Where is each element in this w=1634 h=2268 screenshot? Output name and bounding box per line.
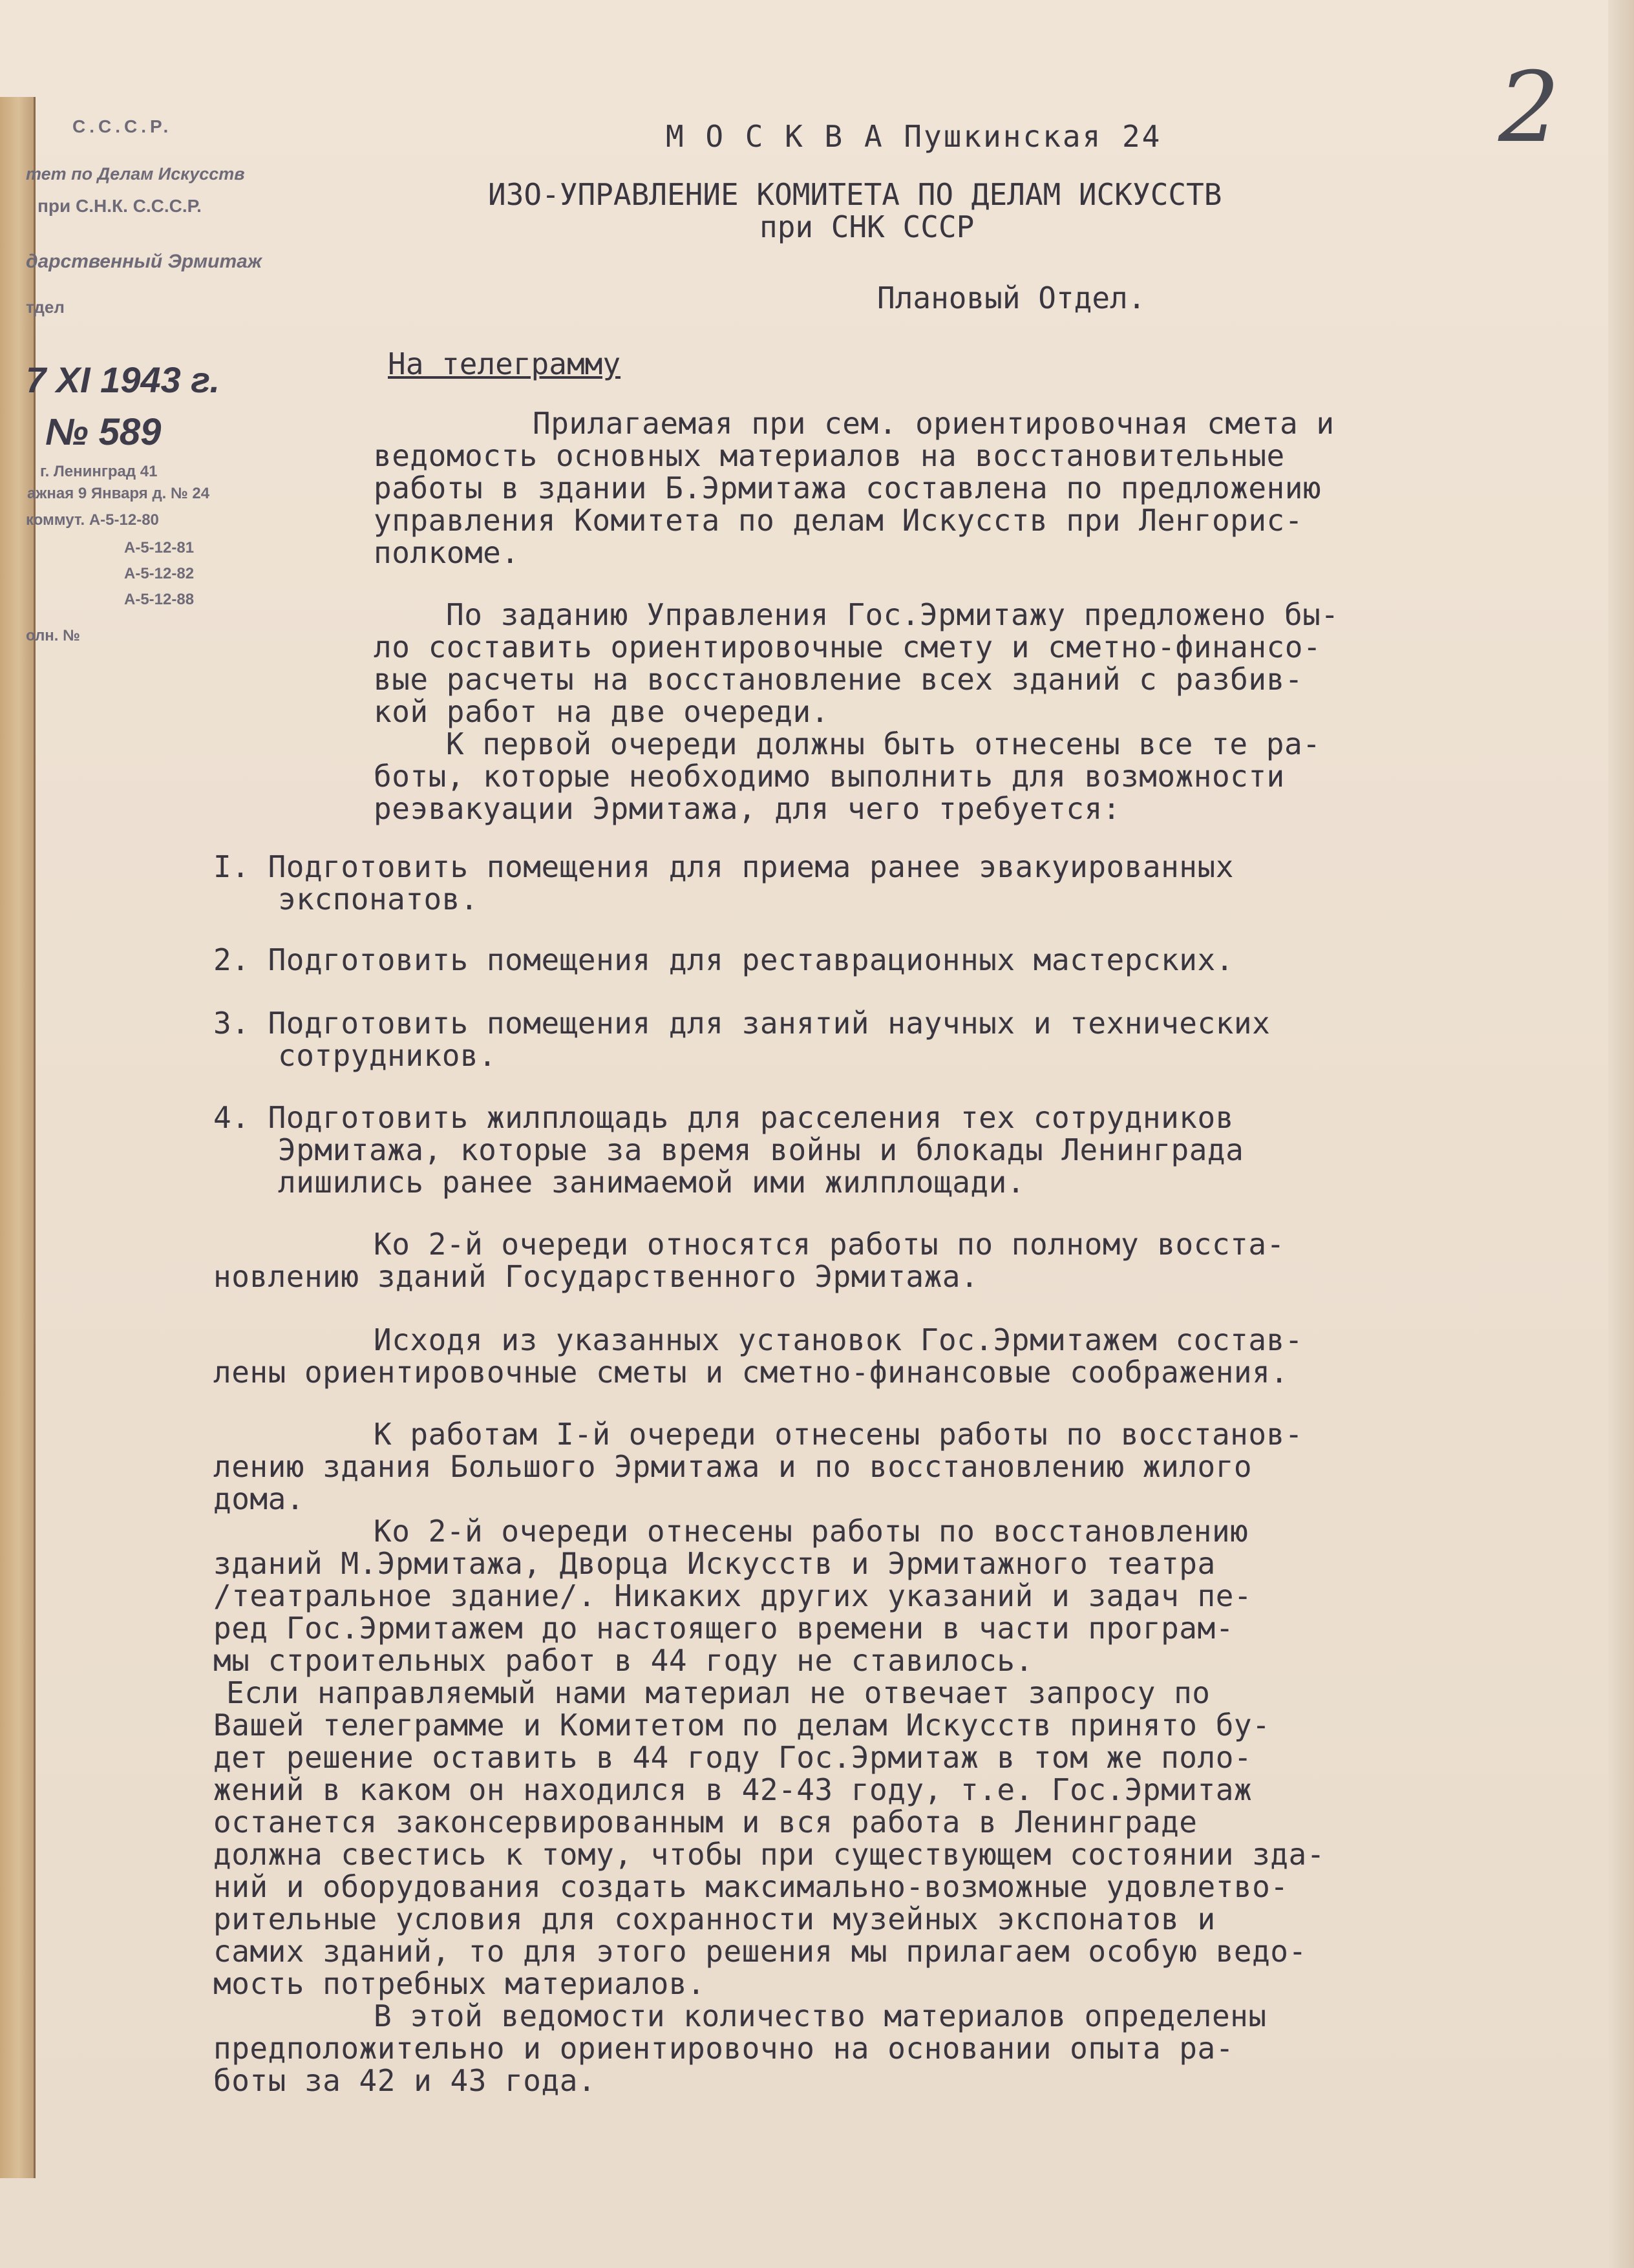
stamp-date: 7 XI 1943 г. bbox=[26, 359, 220, 400]
handwritten-page-number: 2 bbox=[1498, 52, 1560, 164]
body-line: лению здания Большого Эрмитажа и по восстановлению жилого bbox=[213, 1449, 1253, 1484]
body-line: дома. bbox=[213, 1481, 304, 1516]
list-item-4-cont: Эрмитажа, которые за время войны и блокады Ленинграда bbox=[278, 1132, 1244, 1167]
body-line: Вашей телеграмме и Комитетом по делам Искусств принято бу- bbox=[213, 1708, 1271, 1743]
list-item-4: 4. Подготовить жилплощадь для расселения тех сотрудников bbox=[213, 1100, 1234, 1135]
body-line: В этой ведомости количество материалов определены bbox=[374, 1998, 1267, 2033]
stamp-number: № 589 bbox=[45, 411, 162, 453]
list-item-1: I. Подготовить помещения для приема ранее эвакуированных bbox=[213, 849, 1234, 884]
body-line: Если направляемый нами материал не отвечает запросу по bbox=[226, 1675, 1211, 1710]
body-line: ведомость основных материалов на восстановительные bbox=[374, 438, 1285, 473]
body-line: Исходя из указанных установок Гос.Эрмитажем состав- bbox=[374, 1322, 1303, 1357]
list-item-3-cont: сотрудников. bbox=[278, 1038, 497, 1073]
header-organization-sub: при СНК СССР bbox=[759, 209, 975, 244]
body-line: лены ориентировочные сметы и сметно-финансовые соображения. bbox=[213, 1355, 1289, 1390]
body-line: самих зданий, то для этого решения мы прилагаем особую ведо- bbox=[213, 1934, 1307, 1969]
body-line: зданий М.Эрмитажа, Дворца Искусств и Эрмитажного театра bbox=[213, 1546, 1216, 1581]
body-line: дет решение оставить в 44 году Гос.Эрмитаж в том же поло- bbox=[213, 1740, 1253, 1775]
body-line: останется законсервированным и вся работа в Ленинграде bbox=[213, 1805, 1198, 1839]
body-line: боты за 42 и 43 года. bbox=[213, 2063, 597, 2098]
body-line: управления Комитета по делам Искусств при Ленгорис- bbox=[374, 503, 1303, 538]
list-item-2: 2. Подготовить помещения для реставрационных мастерских. bbox=[213, 942, 1234, 977]
list-item-3: 3. Подготовить помещения для занятий научных и технических bbox=[213, 1006, 1271, 1041]
document-subject: На телеграмму bbox=[388, 346, 621, 381]
stamp-city: г. Ленинград 41 bbox=[40, 463, 158, 480]
body-line: полкоме. bbox=[374, 535, 520, 570]
stamp-phone: А-5-12-82 bbox=[124, 565, 195, 582]
header-department: Плановый Отдел. bbox=[877, 281, 1146, 315]
stamp-committee: тет по Делам Искусств bbox=[26, 164, 245, 184]
body-line: новлению зданий Государственного Эрмитажа. bbox=[213, 1259, 979, 1294]
body-line: Ко 2-й очереди отнесены работы по восстановлению bbox=[374, 1514, 1249, 1549]
body-line: реэвакуации Эрмитажа, для чего требуется: bbox=[374, 791, 1121, 826]
page-edge bbox=[1608, 0, 1634, 2268]
stamp-snk: при С.Н.К. С.С.С.Р. bbox=[37, 196, 202, 216]
body-line: жений в каком он находился в 42-43 году, т.е. Гос.Эрмитаж bbox=[213, 1772, 1253, 1807]
body-line: ред Гос.Эрмитажем до настоящего времени в части програм- bbox=[213, 1611, 1234, 1646]
body-line: боты, которые необходимо выполнить для возможности bbox=[374, 759, 1285, 794]
body-line: ло составить ориентировочные смету и сметно-финансо- bbox=[374, 630, 1322, 664]
body-line: рительные условия для сохранности музейных экспонатов и bbox=[213, 1902, 1216, 1936]
body-line: предположительно и ориентировочно на основании опыта ра- bbox=[213, 2031, 1234, 2066]
body-line: К первой очереди должны быть отнесены все те ра- bbox=[446, 726, 1321, 761]
body-line: должна свестись к тому, чтобы при существующем состоянии зда- bbox=[213, 1837, 1325, 1872]
body-line: мость потребных материалов. bbox=[213, 1966, 706, 2001]
body-line: Прилагаемая при сем. ориентировочная смета и bbox=[533, 406, 1335, 441]
stamp-phone: коммут. А-5-12-80 bbox=[26, 511, 159, 529]
stamp-phone: А-5-12-88 bbox=[124, 591, 195, 608]
list-item-1-cont: экспонатов. bbox=[278, 882, 479, 917]
body-line: работы в здании Б.Эрмитажа составлена по предложению bbox=[374, 471, 1322, 505]
stamp-department: тдел bbox=[26, 297, 65, 317]
stamp-address: ажная 9 Января д. № 24 bbox=[27, 485, 210, 502]
stamp-ussr: С.С.С.Р. bbox=[72, 116, 173, 136]
body-line: кой работ на две очереди. bbox=[374, 694, 829, 729]
body-line: мы строительных работ в 44 году не ставилось. bbox=[213, 1643, 1034, 1678]
list-item-4-cont: лишились ранее занимаемой ими жилплощади. bbox=[278, 1165, 1025, 1200]
body-line: Ко 2-й очереди относятся работы по полному восста- bbox=[374, 1227, 1285, 1262]
body-line: вые расчеты на восстановление всех зданий с разбив- bbox=[374, 662, 1303, 697]
header-organization: ИЗО-УПРАВЛЕНИЕ КОМИТЕТА ПО ДЕЛАМ ИСКУССТВ bbox=[488, 177, 1222, 212]
body-line: К работам I-й очереди отнесены работы по восстанов- bbox=[374, 1417, 1303, 1452]
stamp-hermitage: дарственный Эрмитаж bbox=[26, 251, 262, 272]
stamp-phone: А-5-12-81 bbox=[124, 539, 195, 556]
body-line: ний и оборудования создать максимально-возможные удовлетво- bbox=[213, 1869, 1289, 1904]
stamp-attachments: олн. № bbox=[26, 627, 80, 644]
body-line: /театральное здание/. Никаких других указаний и задач пе- bbox=[213, 1578, 1253, 1613]
header-city-address: М О С К В А Пушкинская 24 bbox=[666, 119, 1162, 154]
body-line: По заданию Управления Гос.Эрмитажу предложено бы- bbox=[446, 597, 1339, 632]
binding-edge bbox=[0, 97, 36, 2178]
